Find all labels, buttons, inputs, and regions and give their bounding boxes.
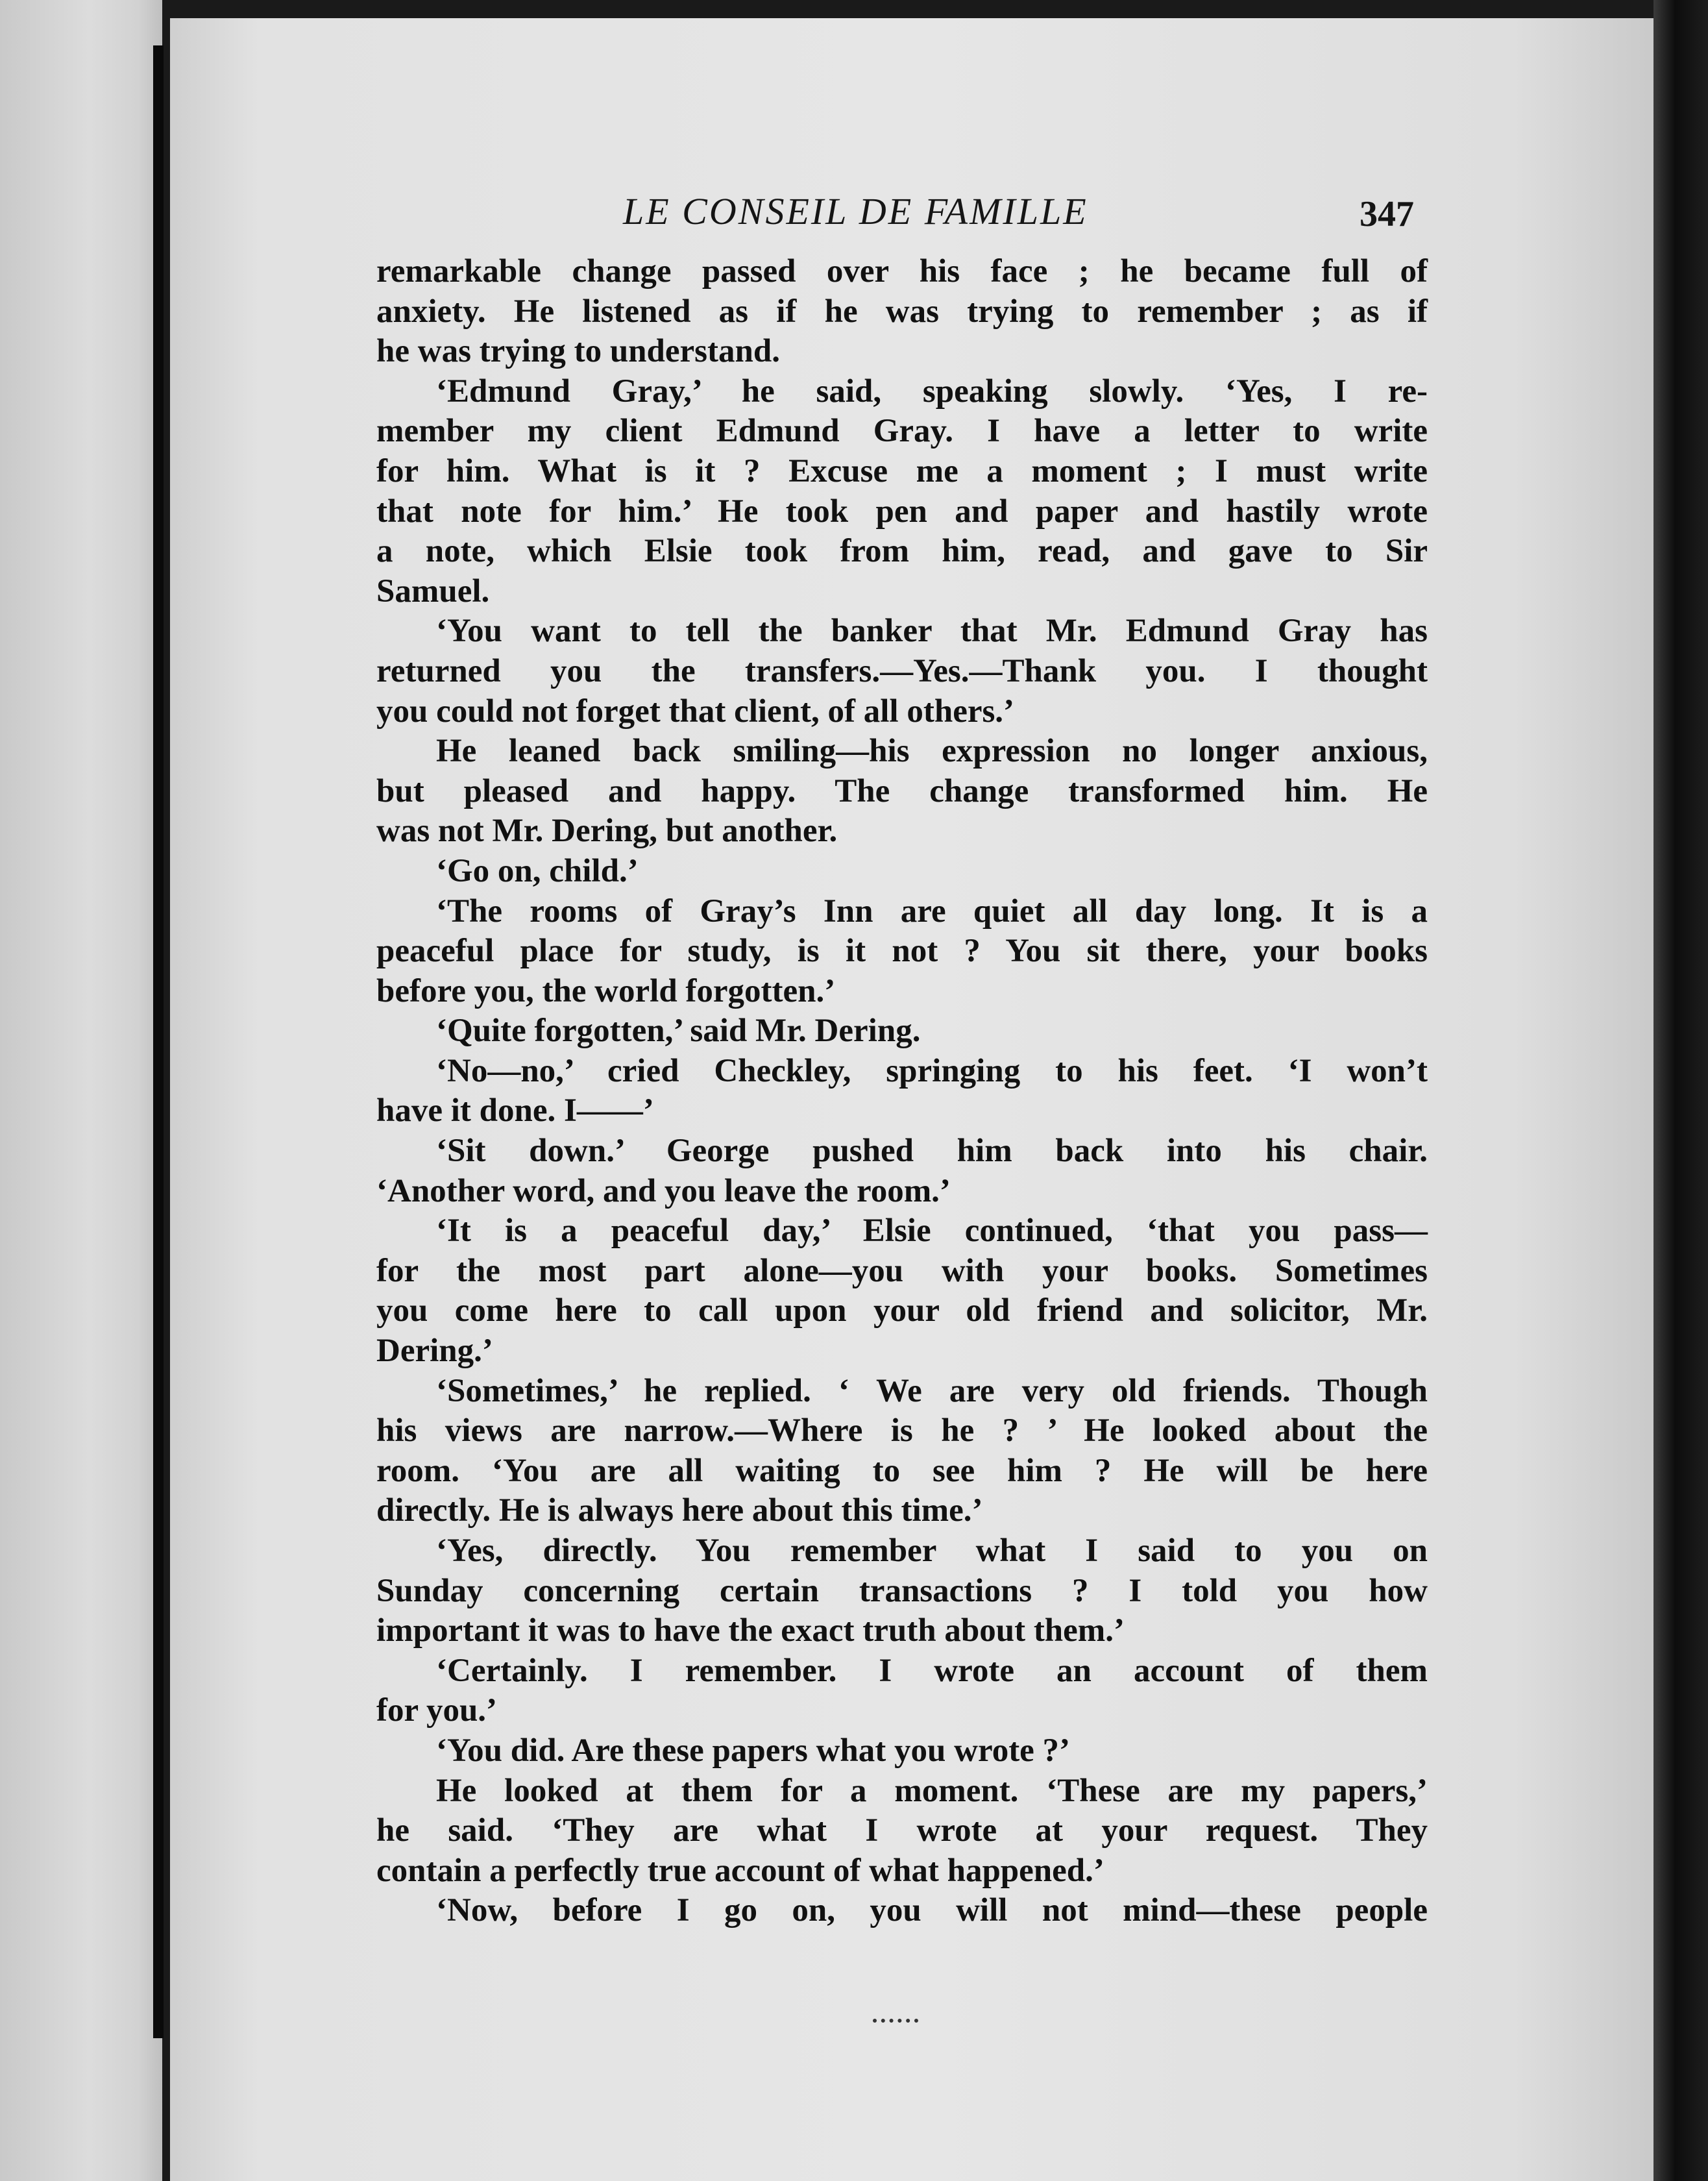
text-line: important it was to have the exact truth about them.’ [376,1612,1125,1649]
text-line: directly. He is always here about this time.’ [376,1492,983,1529]
text-line: room. ‘You are all waiting to see him ? He will be here [376,1452,1428,1489]
text-line: ‘Edmund Gray,’ he said, speaking slowly. ‘Yes, I re- [436,373,1428,410]
text-line: ‘The rooms of Gray’s Inn are quiet all day long. It is a [436,893,1428,930]
text-line: Samuel. [376,573,490,610]
text-line: but pleased and happy. The change transformed him. He [376,772,1428,809]
page-number: 347 [1360,194,1414,234]
text-line: you come here to call upon your old friend and solicitor, Mr. [376,1292,1428,1329]
text-line: peaceful place for study, is it not ? You sit there, your books [376,933,1428,970]
text-line: for you.’ [376,1692,498,1729]
text-line: ‘You did. Are these papers what you wrote ?’ [436,1732,1071,1769]
text-line: a note, which Elsie took from him, read, and gave to Sir [376,533,1428,570]
text-line: his views are narrow.—Where is he ? ’ He looked about the [376,1412,1428,1449]
text-line: He leaned back smiling—his expression no longer anxious, [436,733,1428,770]
text-line: he was trying to understand. [376,333,780,370]
text-line: for him. What is it ? Excuse me a moment ; I must write [376,452,1428,489]
text-line: ‘No—no,’ cried Checkley, springing to his feet. ‘I won’t [436,1052,1428,1089]
text-line: member my client Edmund Gray. I have a letter to write [376,413,1428,450]
text-line: returned you the transfers.—Yes.—Thank you. I thought [376,652,1428,689]
text-line: ‘Yes, directly. You remember what I said to you on [436,1533,1428,1569]
text-line: contain a perfectly true account of what happened.’ [376,1852,1104,1889]
text-line: He looked at them for a moment. ‘These are my papers,’ [436,1772,1428,1809]
text-line: ‘It is a peaceful day,’ Elsie continued, ‘that you pass— [436,1213,1428,1250]
text-line: anxiety. He listened as if he was trying to remember ; as if [376,293,1428,330]
text-line: ‘Go on, child.’ [436,852,639,889]
text-line: ‘Now, before I go on, you will not mind—these people [436,1892,1428,1929]
text-line: ‘Certainly. I remember. I wrote an account of them [436,1652,1428,1689]
text-line: ‘Another word, and you leave the room.’ [376,1172,951,1209]
text-line: that note for him.’ He took pen and paper and hastily wrote [376,493,1428,530]
text-line: before you, the world forgotten.’ [376,972,836,1009]
text-line: Dering.’ [376,1333,493,1370]
text-line: he said. ‘They are what I wrote at your request. They [376,1812,1428,1849]
text-line: ‘Quite forgotten,’ said Mr. Dering. [436,1013,921,1050]
text-line: Sunday concerning certain transactions ? I told you how [376,1572,1428,1609]
text-line: have it done. I——’ [376,1092,654,1129]
body-text [376,252,1428,1931]
text-line: remarkable change passed over his face ; he became full of [376,253,1428,290]
text-line: ‘Sometimes,’ he replied. ‘ We are very old friends. Though [436,1372,1428,1409]
text-line: you could not forget that client, of all others.’ [376,693,1015,730]
running-title: LE CONSEIL DE FAMILLE [623,190,1088,232]
ink-smudge [873,2019,918,2027]
text-line: ‘You want to tell the banker that Mr. Edmund Gray has [436,613,1428,650]
text-line: was not Mr. Dering, but another. [376,813,838,850]
text-line: for the most part alone—you with your books. Sometimes [376,1252,1428,1289]
page-gutter-rule [153,45,164,2038]
facing-page-edge [0,0,162,2181]
text-line: ‘Sit down.’ George pushed him back into his chair. [436,1133,1428,1170]
book-binding-edge [1653,0,1708,2181]
